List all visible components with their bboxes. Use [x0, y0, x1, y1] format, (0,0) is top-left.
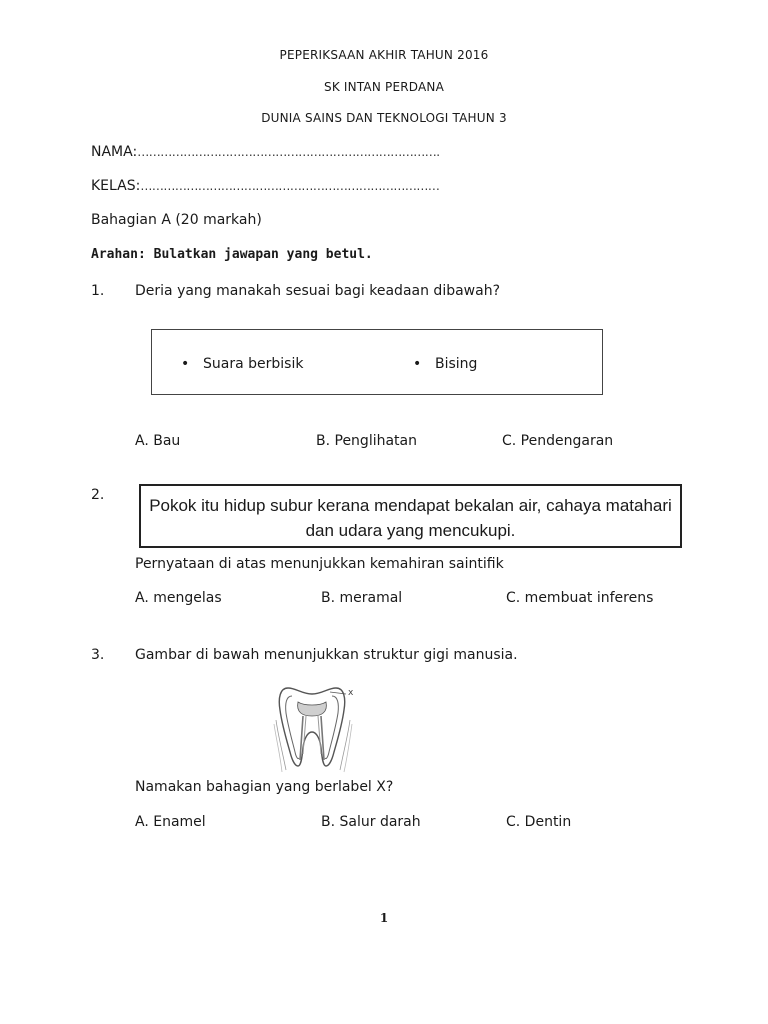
q1-option-a[interactable]: A. Bau — [135, 433, 181, 449]
figure-label-x: x — [348, 688, 354, 698]
q1-option-c[interactable]: C. Pendengaran — [502, 433, 614, 449]
q2-statement-box: Pokok itu hidup subur kerana mendapat bekalan air, cahaya matahari dan udara yang mencukupi. — [139, 484, 682, 548]
nama-label: NAMA: — [91, 144, 138, 160]
q3-option-c[interactable]: C. Dentin — [506, 814, 572, 830]
q1-box-item-2: Bising — [435, 356, 478, 372]
bullet-icon: • — [181, 356, 190, 372]
nama-dots: ……………………………………………………………………. — [137, 145, 440, 159]
exam-title: PEPERIKSAAN AKHIR TAHUN 2016 — [279, 48, 489, 62]
q3-question: Namakan bahagian yang berlabel X? — [135, 779, 394, 795]
kelas-field[interactable] — [91, 178, 439, 194]
q2-option-a[interactable]: A. mengelas — [135, 590, 222, 606]
q1-option-b[interactable]: B. Penglihatan — [316, 433, 417, 449]
q2-text: Pernyataan di atas menunjukkan kemahiran saintifik — [135, 556, 504, 572]
tooth-diagram — [270, 680, 370, 775]
q1-box-item-1: Suara berbisik — [203, 356, 304, 372]
q2-option-b[interactable]: B. meramal — [321, 590, 403, 606]
q2-number: 2. — [91, 487, 105, 503]
kelas-dots: …………………………………………………………………… — [140, 179, 440, 193]
subject-title: DUNIA SAINS DAN TEKNOLOGI TAHUN 3 — [261, 111, 507, 125]
q3-option-a[interactable]: A. Enamel — [135, 814, 206, 830]
section-title: Bahagian A (20 markah) — [91, 212, 262, 228]
page-number: 1 — [379, 911, 389, 925]
q3-option-b[interactable]: B. Salur darah — [321, 814, 421, 830]
bullet-icon: • — [413, 356, 422, 372]
q2-option-c[interactable]: C. membuat inferens — [506, 590, 654, 606]
instruction: Arahan: Bulatkan jawapan yang betul. — [91, 247, 373, 262]
kelas-label: KELAS: — [91, 178, 141, 194]
q1-number: 1. — [91, 283, 105, 299]
q1-text: Deria yang manakah sesuai bagi keadaan dibawah? — [135, 283, 501, 299]
school-name: SK INTAN PERDANA — [324, 80, 444, 94]
q3-text: Gambar di bawah menunjukkan struktur gigi manusia. — [135, 647, 518, 663]
nama-field[interactable] — [91, 144, 440, 160]
q3-number: 3. — [91, 647, 105, 663]
